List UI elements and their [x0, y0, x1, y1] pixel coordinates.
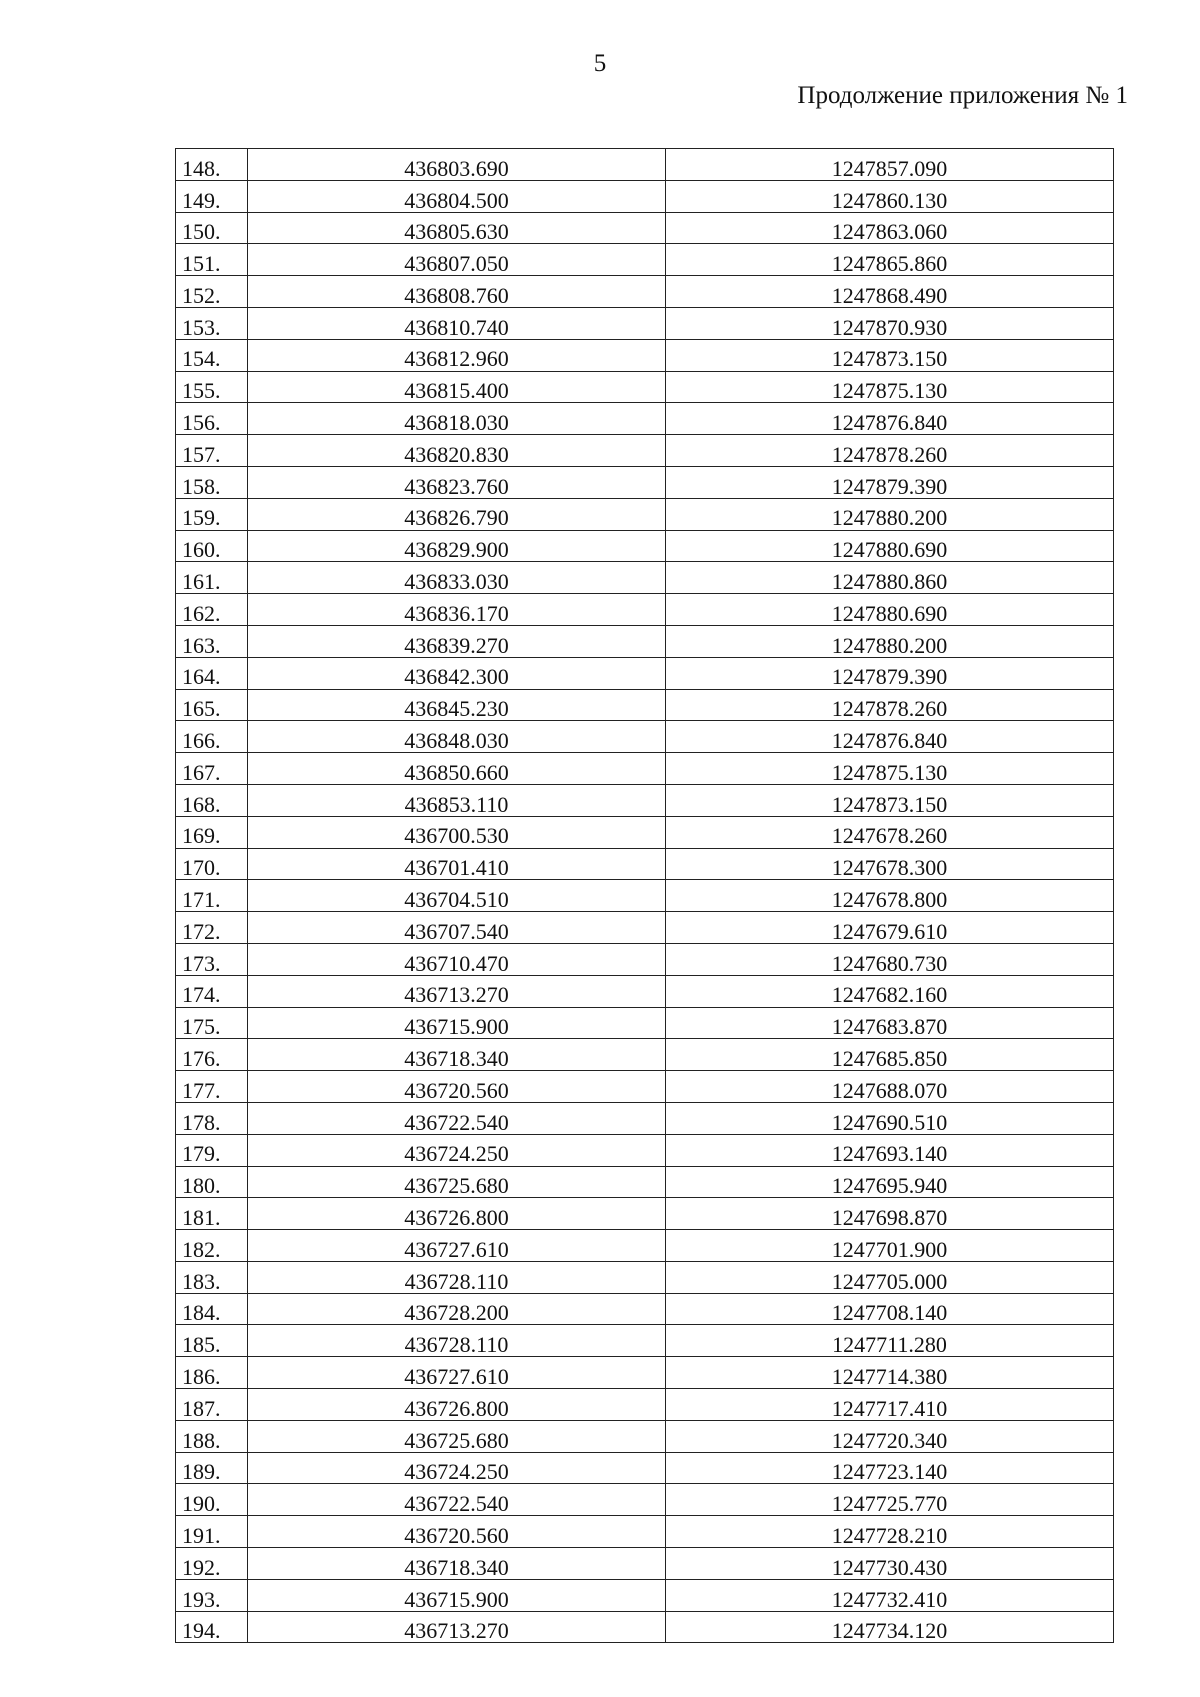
x-coordinate-cell: 436845.230	[248, 689, 666, 721]
x-coordinate-cell: 436728.110	[248, 1325, 666, 1357]
table-row	[176, 1166, 1114, 1198]
x-coordinate-cell: 436842.300	[248, 657, 666, 689]
x-coordinate-cell: 436803.690	[248, 149, 666, 181]
x-coordinate-cell: 436812.960	[248, 339, 666, 371]
x-coordinate-cell: 436715.900	[248, 1007, 666, 1039]
point-number-cell: 177.	[176, 1071, 248, 1103]
table-row	[176, 1102, 1114, 1134]
y-coordinate-cell: 1247698.870	[666, 1198, 1114, 1230]
table-row	[176, 1516, 1114, 1548]
table-row	[176, 1134, 1114, 1166]
point-number-cell: 175.	[176, 1007, 248, 1039]
y-coordinate-cell: 1247732.410	[666, 1579, 1114, 1611]
coordinates-table-body	[176, 149, 1114, 1643]
point-number-cell: 188.	[176, 1420, 248, 1452]
y-coordinate-cell: 1247879.390	[666, 657, 1114, 689]
point-number-cell: 178.	[176, 1102, 248, 1134]
table-row	[176, 1071, 1114, 1103]
point-number-cell: 172.	[176, 912, 248, 944]
y-coordinate-cell: 1247878.260	[666, 689, 1114, 721]
x-coordinate-cell: 436823.760	[248, 466, 666, 498]
point-number-cell: 187.	[176, 1389, 248, 1421]
x-coordinate-cell: 436807.050	[248, 244, 666, 276]
x-coordinate-cell: 436724.250	[248, 1134, 666, 1166]
point-number-cell: 148.	[176, 149, 248, 181]
y-coordinate-cell: 1247723.140	[666, 1452, 1114, 1484]
y-coordinate-cell: 1247875.130	[666, 753, 1114, 785]
point-number-cell: 180.	[176, 1166, 248, 1198]
x-coordinate-cell: 436726.800	[248, 1198, 666, 1230]
y-coordinate-cell: 1247863.060	[666, 212, 1114, 244]
table-row	[176, 1261, 1114, 1293]
point-number-cell: 151.	[176, 244, 248, 276]
y-coordinate-cell: 1247865.860	[666, 244, 1114, 276]
table-row	[176, 848, 1114, 880]
table-row	[176, 816, 1114, 848]
x-coordinate-cell: 436805.630	[248, 212, 666, 244]
x-coordinate-cell: 436725.680	[248, 1420, 666, 1452]
y-coordinate-cell: 1247880.200	[666, 625, 1114, 657]
y-coordinate-cell: 1247728.210	[666, 1516, 1114, 1548]
table-row	[176, 1325, 1114, 1357]
y-coordinate-cell: 1247720.340	[666, 1420, 1114, 1452]
point-number-cell: 181.	[176, 1198, 248, 1230]
point-number-cell: 162.	[176, 594, 248, 626]
x-coordinate-cell: 436815.400	[248, 371, 666, 403]
x-coordinate-cell: 436836.170	[248, 594, 666, 626]
y-coordinate-cell: 1247680.730	[666, 943, 1114, 975]
y-coordinate-cell: 1247717.410	[666, 1389, 1114, 1421]
table-row	[176, 1611, 1114, 1643]
point-number-cell: 167.	[176, 753, 248, 785]
x-coordinate-cell: 436818.030	[248, 403, 666, 435]
point-number-cell: 149.	[176, 180, 248, 212]
coordinates-table	[175, 148, 1114, 1643]
point-number-cell: 190.	[176, 1484, 248, 1516]
y-coordinate-cell: 1247873.150	[666, 339, 1114, 371]
point-number-cell: 174.	[176, 975, 248, 1007]
table-row	[176, 498, 1114, 530]
x-coordinate-cell: 436853.110	[248, 784, 666, 816]
point-number-cell: 193.	[176, 1579, 248, 1611]
y-coordinate-cell: 1247695.940	[666, 1166, 1114, 1198]
point-number-cell: 156.	[176, 403, 248, 435]
x-coordinate-cell: 436804.500	[248, 180, 666, 212]
table-row	[176, 530, 1114, 562]
table-row	[176, 1452, 1114, 1484]
x-coordinate-cell: 436720.560	[248, 1516, 666, 1548]
point-number-cell: 191.	[176, 1516, 248, 1548]
point-number-cell: 169.	[176, 816, 248, 848]
table-row	[176, 943, 1114, 975]
table-row	[176, 753, 1114, 785]
table-row	[176, 784, 1114, 816]
table-row	[176, 1579, 1114, 1611]
table-row	[176, 1230, 1114, 1262]
point-number-cell: 157.	[176, 435, 248, 467]
x-coordinate-cell: 436726.800	[248, 1389, 666, 1421]
y-coordinate-cell: 1247873.150	[666, 784, 1114, 816]
x-coordinate-cell: 436725.680	[248, 1166, 666, 1198]
table-row	[176, 276, 1114, 308]
y-coordinate-cell: 1247860.130	[666, 180, 1114, 212]
point-number-cell: 182.	[176, 1230, 248, 1262]
y-coordinate-cell: 1247857.090	[666, 149, 1114, 181]
point-number-cell: 189.	[176, 1452, 248, 1484]
y-coordinate-cell: 1247880.690	[666, 594, 1114, 626]
y-coordinate-cell: 1247688.070	[666, 1071, 1114, 1103]
x-coordinate-cell: 436839.270	[248, 625, 666, 657]
y-coordinate-cell: 1247682.160	[666, 975, 1114, 1007]
x-coordinate-cell: 436727.610	[248, 1357, 666, 1389]
table-row	[176, 594, 1114, 626]
table-row	[176, 1484, 1114, 1516]
point-number-cell: 159.	[176, 498, 248, 530]
table-row	[176, 721, 1114, 753]
table-row	[176, 975, 1114, 1007]
table-row	[176, 212, 1114, 244]
table-row	[176, 1420, 1114, 1452]
table-row	[176, 1007, 1114, 1039]
x-coordinate-cell: 436700.530	[248, 816, 666, 848]
x-coordinate-cell: 436728.200	[248, 1293, 666, 1325]
y-coordinate-cell: 1247880.860	[666, 562, 1114, 594]
point-number-cell: 155.	[176, 371, 248, 403]
point-number-cell: 186.	[176, 1357, 248, 1389]
y-coordinate-cell: 1247705.000	[666, 1261, 1114, 1293]
y-coordinate-cell: 1247868.490	[666, 276, 1114, 308]
x-coordinate-cell: 436713.270	[248, 1611, 666, 1643]
x-coordinate-cell: 436850.660	[248, 753, 666, 785]
y-coordinate-cell: 1247730.430	[666, 1548, 1114, 1580]
y-coordinate-cell: 1247701.900	[666, 1230, 1114, 1262]
point-number-cell: 165.	[176, 689, 248, 721]
table-row	[176, 1293, 1114, 1325]
point-number-cell: 183.	[176, 1261, 248, 1293]
x-coordinate-cell: 436704.510	[248, 880, 666, 912]
x-coordinate-cell: 436722.540	[248, 1484, 666, 1516]
y-coordinate-cell: 1247880.690	[666, 530, 1114, 562]
y-coordinate-cell: 1247711.280	[666, 1325, 1114, 1357]
x-coordinate-cell: 436710.470	[248, 943, 666, 975]
x-coordinate-cell: 436724.250	[248, 1452, 666, 1484]
point-number-cell: 192.	[176, 1548, 248, 1580]
table-row	[176, 1389, 1114, 1421]
point-number-cell: 171.	[176, 880, 248, 912]
y-coordinate-cell: 1247708.140	[666, 1293, 1114, 1325]
point-number-cell: 185.	[176, 1325, 248, 1357]
x-coordinate-cell: 436808.760	[248, 276, 666, 308]
point-number-cell: 179.	[176, 1134, 248, 1166]
point-number-cell: 184.	[176, 1293, 248, 1325]
y-coordinate-cell: 1247870.930	[666, 307, 1114, 339]
table-row	[176, 466, 1114, 498]
x-coordinate-cell: 436820.830	[248, 435, 666, 467]
table-row	[176, 1198, 1114, 1230]
table-row	[176, 339, 1114, 371]
y-coordinate-cell: 1247693.140	[666, 1134, 1114, 1166]
y-coordinate-cell: 1247879.390	[666, 466, 1114, 498]
x-coordinate-cell: 436848.030	[248, 721, 666, 753]
table-row	[176, 912, 1114, 944]
x-coordinate-cell: 436713.270	[248, 975, 666, 1007]
point-number-cell: 166.	[176, 721, 248, 753]
table-row	[176, 180, 1114, 212]
y-coordinate-cell: 1247690.510	[666, 1102, 1114, 1134]
x-coordinate-cell: 436826.790	[248, 498, 666, 530]
y-coordinate-cell: 1247875.130	[666, 371, 1114, 403]
point-number-cell: 173.	[176, 943, 248, 975]
x-coordinate-cell: 436720.560	[248, 1071, 666, 1103]
x-coordinate-cell: 436715.900	[248, 1579, 666, 1611]
y-coordinate-cell: 1247725.770	[666, 1484, 1114, 1516]
table-row	[176, 244, 1114, 276]
x-coordinate-cell: 436728.110	[248, 1261, 666, 1293]
y-coordinate-cell: 1247685.850	[666, 1039, 1114, 1071]
x-coordinate-cell: 436718.340	[248, 1039, 666, 1071]
y-coordinate-cell: 1247678.800	[666, 880, 1114, 912]
table-row	[176, 435, 1114, 467]
table-row	[176, 1548, 1114, 1580]
y-coordinate-cell: 1247878.260	[666, 435, 1114, 467]
y-coordinate-cell: 1247678.260	[666, 816, 1114, 848]
table-row	[176, 149, 1114, 181]
point-number-cell: 176.	[176, 1039, 248, 1071]
table-row	[176, 371, 1114, 403]
y-coordinate-cell: 1247683.870	[666, 1007, 1114, 1039]
x-coordinate-cell: 436718.340	[248, 1548, 666, 1580]
x-coordinate-cell: 436829.900	[248, 530, 666, 562]
point-number-cell: 161.	[176, 562, 248, 594]
table-row	[176, 562, 1114, 594]
point-number-cell: 168.	[176, 784, 248, 816]
y-coordinate-cell: 1247876.840	[666, 403, 1114, 435]
table-row	[176, 307, 1114, 339]
point-number-cell: 163.	[176, 625, 248, 657]
table-row	[176, 1357, 1114, 1389]
point-number-cell: 160.	[176, 530, 248, 562]
y-coordinate-cell: 1247880.200	[666, 498, 1114, 530]
table-row	[176, 1039, 1114, 1071]
x-coordinate-cell: 436727.610	[248, 1230, 666, 1262]
table-row	[176, 880, 1114, 912]
x-coordinate-cell: 436810.740	[248, 307, 666, 339]
table-row	[176, 625, 1114, 657]
point-number-cell: 153.	[176, 307, 248, 339]
x-coordinate-cell: 436707.540	[248, 912, 666, 944]
y-coordinate-cell: 1247679.610	[666, 912, 1114, 944]
y-coordinate-cell: 1247876.840	[666, 721, 1114, 753]
x-coordinate-cell: 436833.030	[248, 562, 666, 594]
point-number-cell: 154.	[176, 339, 248, 371]
table-row	[176, 657, 1114, 689]
point-number-cell: 152.	[176, 276, 248, 308]
point-number-cell: 158.	[176, 466, 248, 498]
table-row	[176, 403, 1114, 435]
y-coordinate-cell: 1247714.380	[666, 1357, 1114, 1389]
y-coordinate-cell: 1247734.120	[666, 1611, 1114, 1643]
point-number-cell: 150.	[176, 212, 248, 244]
page-number: 5	[593, 50, 607, 77]
appendix-continuation-note: Продолжение приложения № 1	[797, 82, 1128, 109]
y-coordinate-cell: 1247678.300	[666, 848, 1114, 880]
point-number-cell: 194.	[176, 1611, 248, 1643]
x-coordinate-cell: 436701.410	[248, 848, 666, 880]
point-number-cell: 170.	[176, 848, 248, 880]
table-row	[176, 689, 1114, 721]
point-number-cell: 164.	[176, 657, 248, 689]
x-coordinate-cell: 436722.540	[248, 1102, 666, 1134]
